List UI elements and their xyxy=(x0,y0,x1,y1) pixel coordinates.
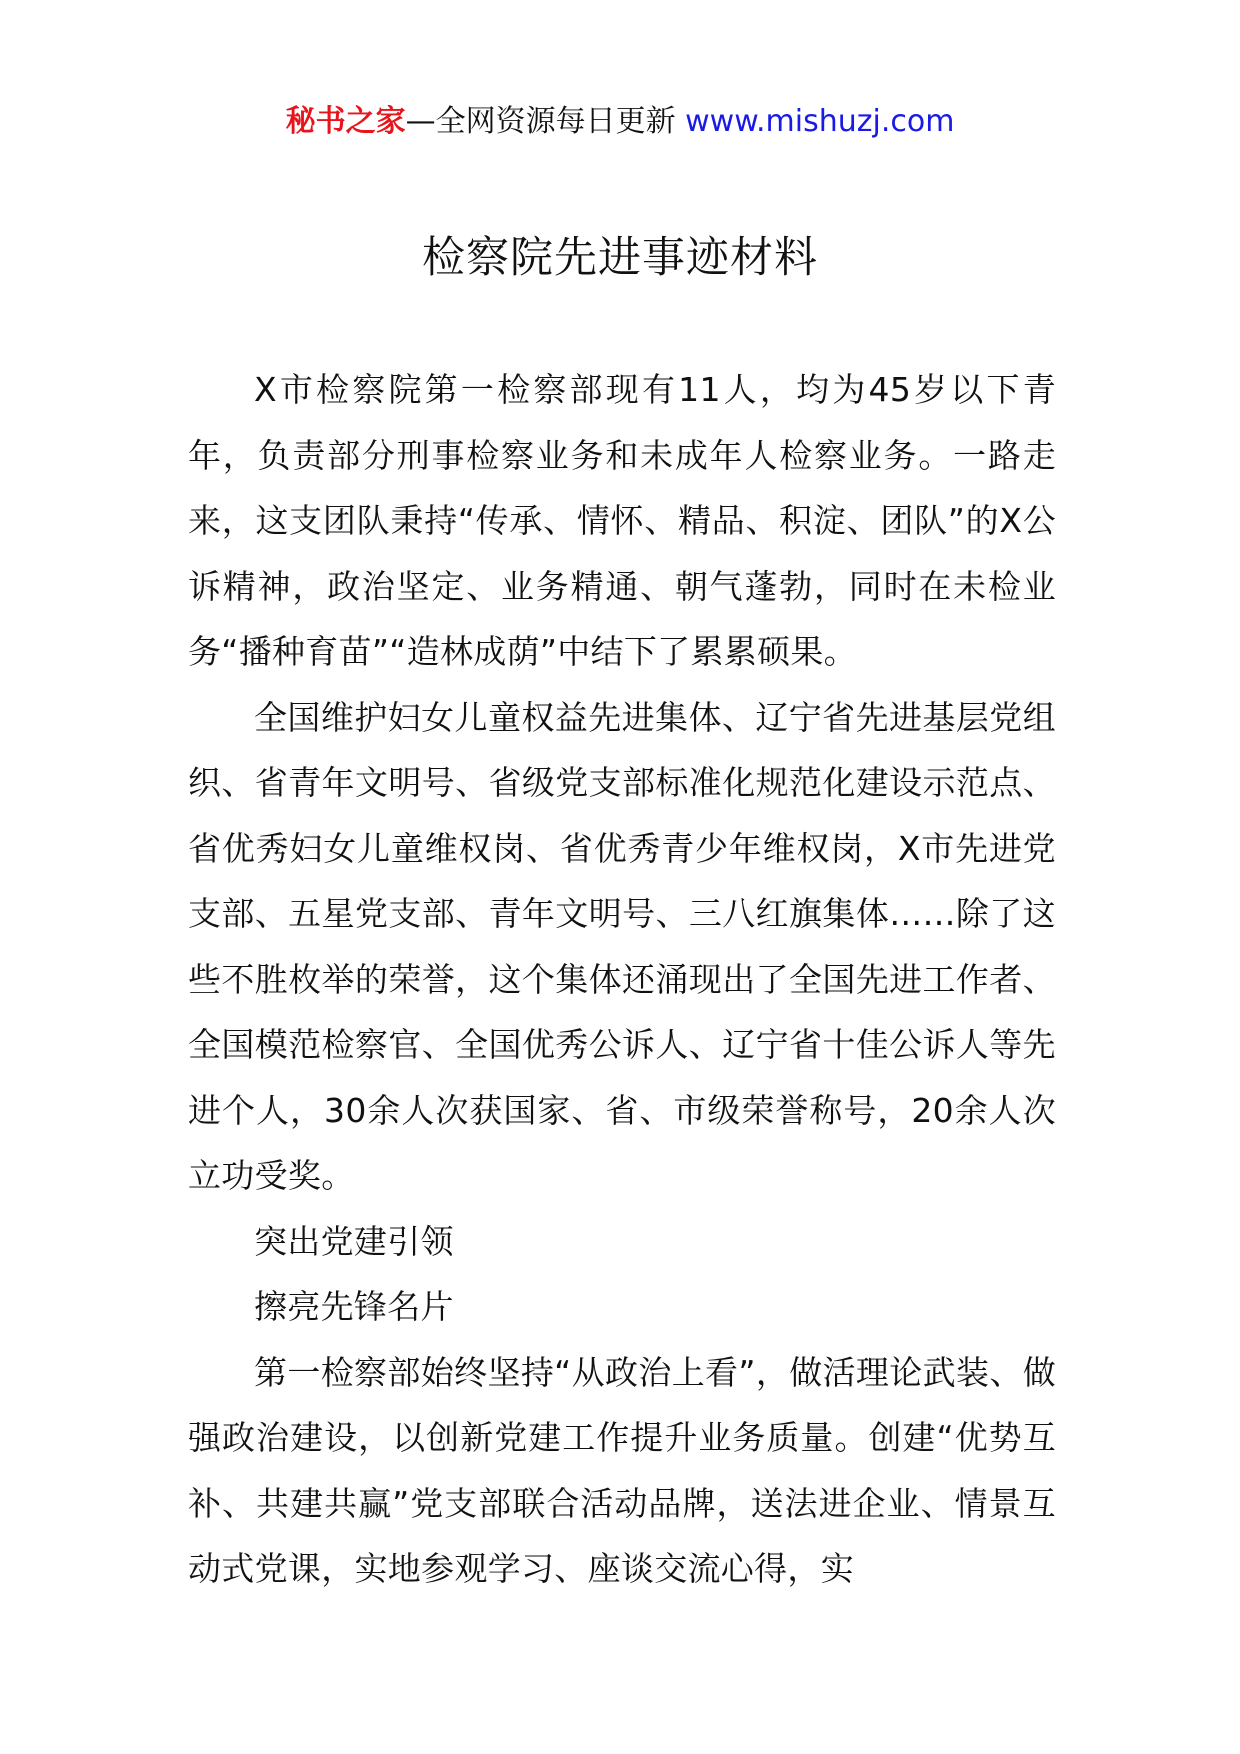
section-heading-party-building: 突出党建引领 xyxy=(254,1221,454,1261)
site-header xyxy=(0,100,1240,144)
site-tagline: —全网资源每日更新 xyxy=(405,104,676,139)
site-url-link[interactable]: www.mishuzj.com xyxy=(685,104,955,139)
section-subheading-vanguard: 擦亮先锋名片 xyxy=(254,1287,454,1326)
paragraph-party-work: 第一检察部始终坚持“从政治上看”，做活理论武装、做强政治建设，以创新党建工作提升业务质量。创建“优势互补、共建共赢”党支部联合活动品牌，送法进企业、情景互动式党课，实地参观学习、座谈交流心得，实 xyxy=(188,1352,1056,1588)
site-brand: 秘书之家 xyxy=(285,104,406,139)
paragraph-honors: 全国维护妇女儿童权益先进集体、辽宁省先进基层党组织、省青年文明号、省级党支部标准化规范化建设示范点、省优秀妇女儿童维权岗、省优秀青少年维权岗，X市先进党支部、五星党支部、青年文明号、三八红旗集体……除了这些不胜枚举的荣誉，这个集体还涌现出了全国先进工作者、全国模范检察官、全国优秀公诉人、辽宁省十佳公诉人等先进个人，30余人次获国家、省、市级荣誉称号，20余人次立功受奖。 xyxy=(188,697,1056,1195)
document-body xyxy=(188,357,1056,1602)
document-title: 检察院先进事迹材料 xyxy=(422,233,818,283)
paragraph-intro: X市检察院第一检察部现有11人，均为45岁以下青年，负责部分刑事检察业务和未成年人检察业务。一路走来，这支团队秉持“传承、情怀、精品、积淀、团队”的X公诉精神，政治坚定、业务精通、朝气蓬勃，同时在未检业务“播种育苗”“造林成荫”中结下了累累硕果。 xyxy=(188,370,1056,671)
